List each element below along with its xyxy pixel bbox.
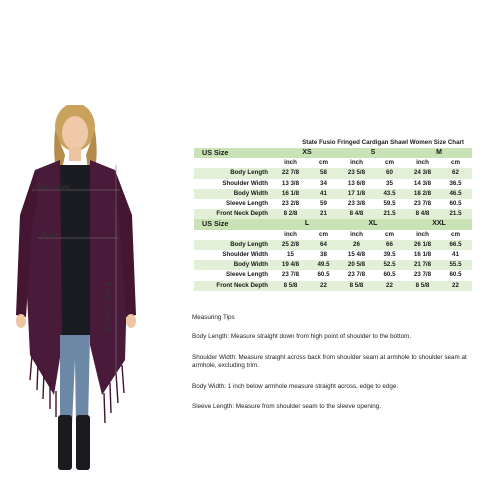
cell: 46.5 bbox=[439, 189, 472, 199]
cell: 23 3/8 bbox=[340, 199, 373, 209]
cell: 16 1/8 bbox=[406, 250, 439, 260]
cell: 8 5/8 bbox=[340, 281, 373, 291]
row-label: Front Neck Depth bbox=[194, 209, 274, 219]
row-label: Shoulder Width bbox=[194, 250, 274, 260]
cell: 49.5 bbox=[307, 260, 340, 270]
cell: 15 4/8 bbox=[340, 250, 373, 260]
cell: 22 bbox=[373, 281, 406, 291]
cell: 8 5/8 bbox=[406, 281, 439, 291]
cell: 8 4/8 bbox=[340, 209, 373, 219]
table-row bbox=[194, 179, 472, 189]
cell: 23 7/8 bbox=[406, 199, 439, 209]
cell: 66 bbox=[373, 240, 406, 250]
unit-cm: cm bbox=[373, 230, 406, 240]
table-row bbox=[194, 189, 472, 199]
size-header: S bbox=[340, 148, 406, 158]
cell: 8 4/8 bbox=[406, 209, 439, 219]
cell: 59 bbox=[307, 199, 340, 209]
tip-shoulder-width: Shoulder Width: Measure straight across back from shoulder seam at armhole to shoulder seam at armhole, excluding trim. bbox=[192, 353, 467, 370]
unit-cm: cm bbox=[439, 158, 472, 168]
cell: 60.5 bbox=[439, 199, 472, 209]
cell: 55.5 bbox=[439, 260, 472, 270]
size-header: M bbox=[406, 148, 472, 158]
unit-inch: inch bbox=[274, 230, 307, 240]
unit-inch: inch bbox=[274, 158, 307, 168]
cell: 66.5 bbox=[439, 240, 472, 250]
row-label: Shoulder Width bbox=[194, 179, 274, 189]
cell: 8 5/8 bbox=[274, 281, 307, 291]
cell: 41 bbox=[439, 250, 472, 260]
cell: 26 1/8 bbox=[406, 240, 439, 250]
cell: 41 bbox=[307, 189, 340, 199]
cell: 58 bbox=[307, 168, 340, 178]
unit-cm: cm bbox=[307, 158, 340, 168]
us-size-label: US Size bbox=[194, 219, 274, 229]
shoulder-label: Shoulder bbox=[35, 183, 71, 192]
body-length-label: Body Length bbox=[103, 282, 112, 333]
table-row bbox=[194, 270, 472, 280]
table-row bbox=[194, 240, 472, 250]
cell: 23 7/8 bbox=[274, 270, 307, 280]
cell: 35 bbox=[373, 179, 406, 189]
cell: 60.5 bbox=[307, 270, 340, 280]
cell: 21 bbox=[307, 209, 340, 219]
cell: 23 7/8 bbox=[406, 270, 439, 280]
row-label: Body Length bbox=[194, 168, 274, 178]
size-header: XL bbox=[340, 219, 406, 229]
cell: 34 bbox=[307, 179, 340, 189]
cell: 8 2/8 bbox=[274, 209, 307, 219]
cell: 60.5 bbox=[439, 270, 472, 280]
size-header: XXL bbox=[406, 219, 472, 229]
cell: 17 1/8 bbox=[340, 189, 373, 199]
cell: 25 2/8 bbox=[274, 240, 307, 250]
cell: 16 1/8 bbox=[274, 189, 307, 199]
unit-cm: cm bbox=[373, 158, 406, 168]
bust-label: Bust bbox=[41, 231, 59, 240]
cell: 59.5 bbox=[373, 199, 406, 209]
row-label: Front Neck Depth bbox=[194, 281, 274, 291]
unit-cm: cm bbox=[307, 230, 340, 240]
size-chart-table bbox=[194, 137, 472, 291]
table-row bbox=[194, 199, 472, 209]
table-row bbox=[194, 209, 472, 219]
cell: 21.5 bbox=[373, 209, 406, 219]
unit-inch: inch bbox=[406, 158, 439, 168]
size-header: XS bbox=[274, 148, 340, 158]
cell: 52.5 bbox=[373, 260, 406, 270]
cell: 38 bbox=[307, 250, 340, 260]
cell: 22 bbox=[307, 281, 340, 291]
unit-inch: inch bbox=[406, 230, 439, 240]
cell: 22 7/8 bbox=[274, 168, 307, 178]
unit-spacer bbox=[194, 230, 274, 240]
unit-inch: inch bbox=[340, 230, 373, 240]
cell: 60.5 bbox=[373, 270, 406, 280]
cell: 15 bbox=[274, 250, 307, 260]
tip-body-width: Body Width: 1 inch below armhole measure straight across, edge to edge. bbox=[192, 382, 399, 390]
size-chart bbox=[194, 137, 472, 291]
table-row bbox=[194, 260, 472, 270]
table-row bbox=[194, 250, 472, 260]
model-photo bbox=[10, 105, 150, 480]
unit-inch: inch bbox=[340, 158, 373, 168]
row-label: Body Width bbox=[194, 260, 274, 270]
cell: 62 bbox=[439, 168, 472, 178]
tip-sleeve-length: Sleeve Length: Measure from shoulder seam to the sleeve opening. bbox=[192, 403, 382, 411]
cell: 22 bbox=[439, 281, 472, 291]
cell: 43.5 bbox=[373, 189, 406, 199]
cell: 23 2/8 bbox=[274, 199, 307, 209]
cell: 19 4/8 bbox=[274, 260, 307, 270]
row-label: Sleeve Length bbox=[194, 199, 274, 209]
cell: 36.5 bbox=[439, 179, 472, 189]
unit-cm: cm bbox=[439, 230, 472, 240]
size-header: L bbox=[274, 219, 340, 229]
cell: 64 bbox=[307, 240, 340, 250]
measuring-tips bbox=[192, 314, 492, 423]
tips-title: Measuring Tips bbox=[192, 314, 235, 321]
row-label: Body Width bbox=[194, 189, 274, 199]
cell: 20 5/8 bbox=[340, 260, 373, 270]
cell: 13 3/8 bbox=[274, 179, 307, 189]
cell: 23 7/8 bbox=[340, 270, 373, 280]
cell: 60 bbox=[373, 168, 406, 178]
cell: 39.5 bbox=[373, 250, 406, 260]
chart-title: State Fusio Fringed Cardigan Shawl Women Size Chart bbox=[194, 137, 472, 148]
tip-body-length: Body Length: Measure straight down from high point of shoulder to the bottom. bbox=[192, 333, 412, 341]
cell: 21 7/8 bbox=[406, 260, 439, 270]
unit-spacer bbox=[194, 158, 274, 168]
table-row bbox=[194, 281, 472, 291]
cell: 21.5 bbox=[439, 209, 472, 219]
table-row bbox=[194, 168, 472, 178]
cell: 13 6/8 bbox=[340, 179, 373, 189]
us-size-label: US Size bbox=[194, 148, 274, 158]
cell: 18 2/8 bbox=[406, 189, 439, 199]
row-label: Body Length bbox=[194, 240, 274, 250]
row-label: Sleeve Length bbox=[194, 270, 274, 280]
cell: 26 bbox=[340, 240, 373, 250]
cell: 14 3/8 bbox=[406, 179, 439, 189]
cell: 24 3/8 bbox=[406, 168, 439, 178]
cell: 23 5/8 bbox=[340, 168, 373, 178]
